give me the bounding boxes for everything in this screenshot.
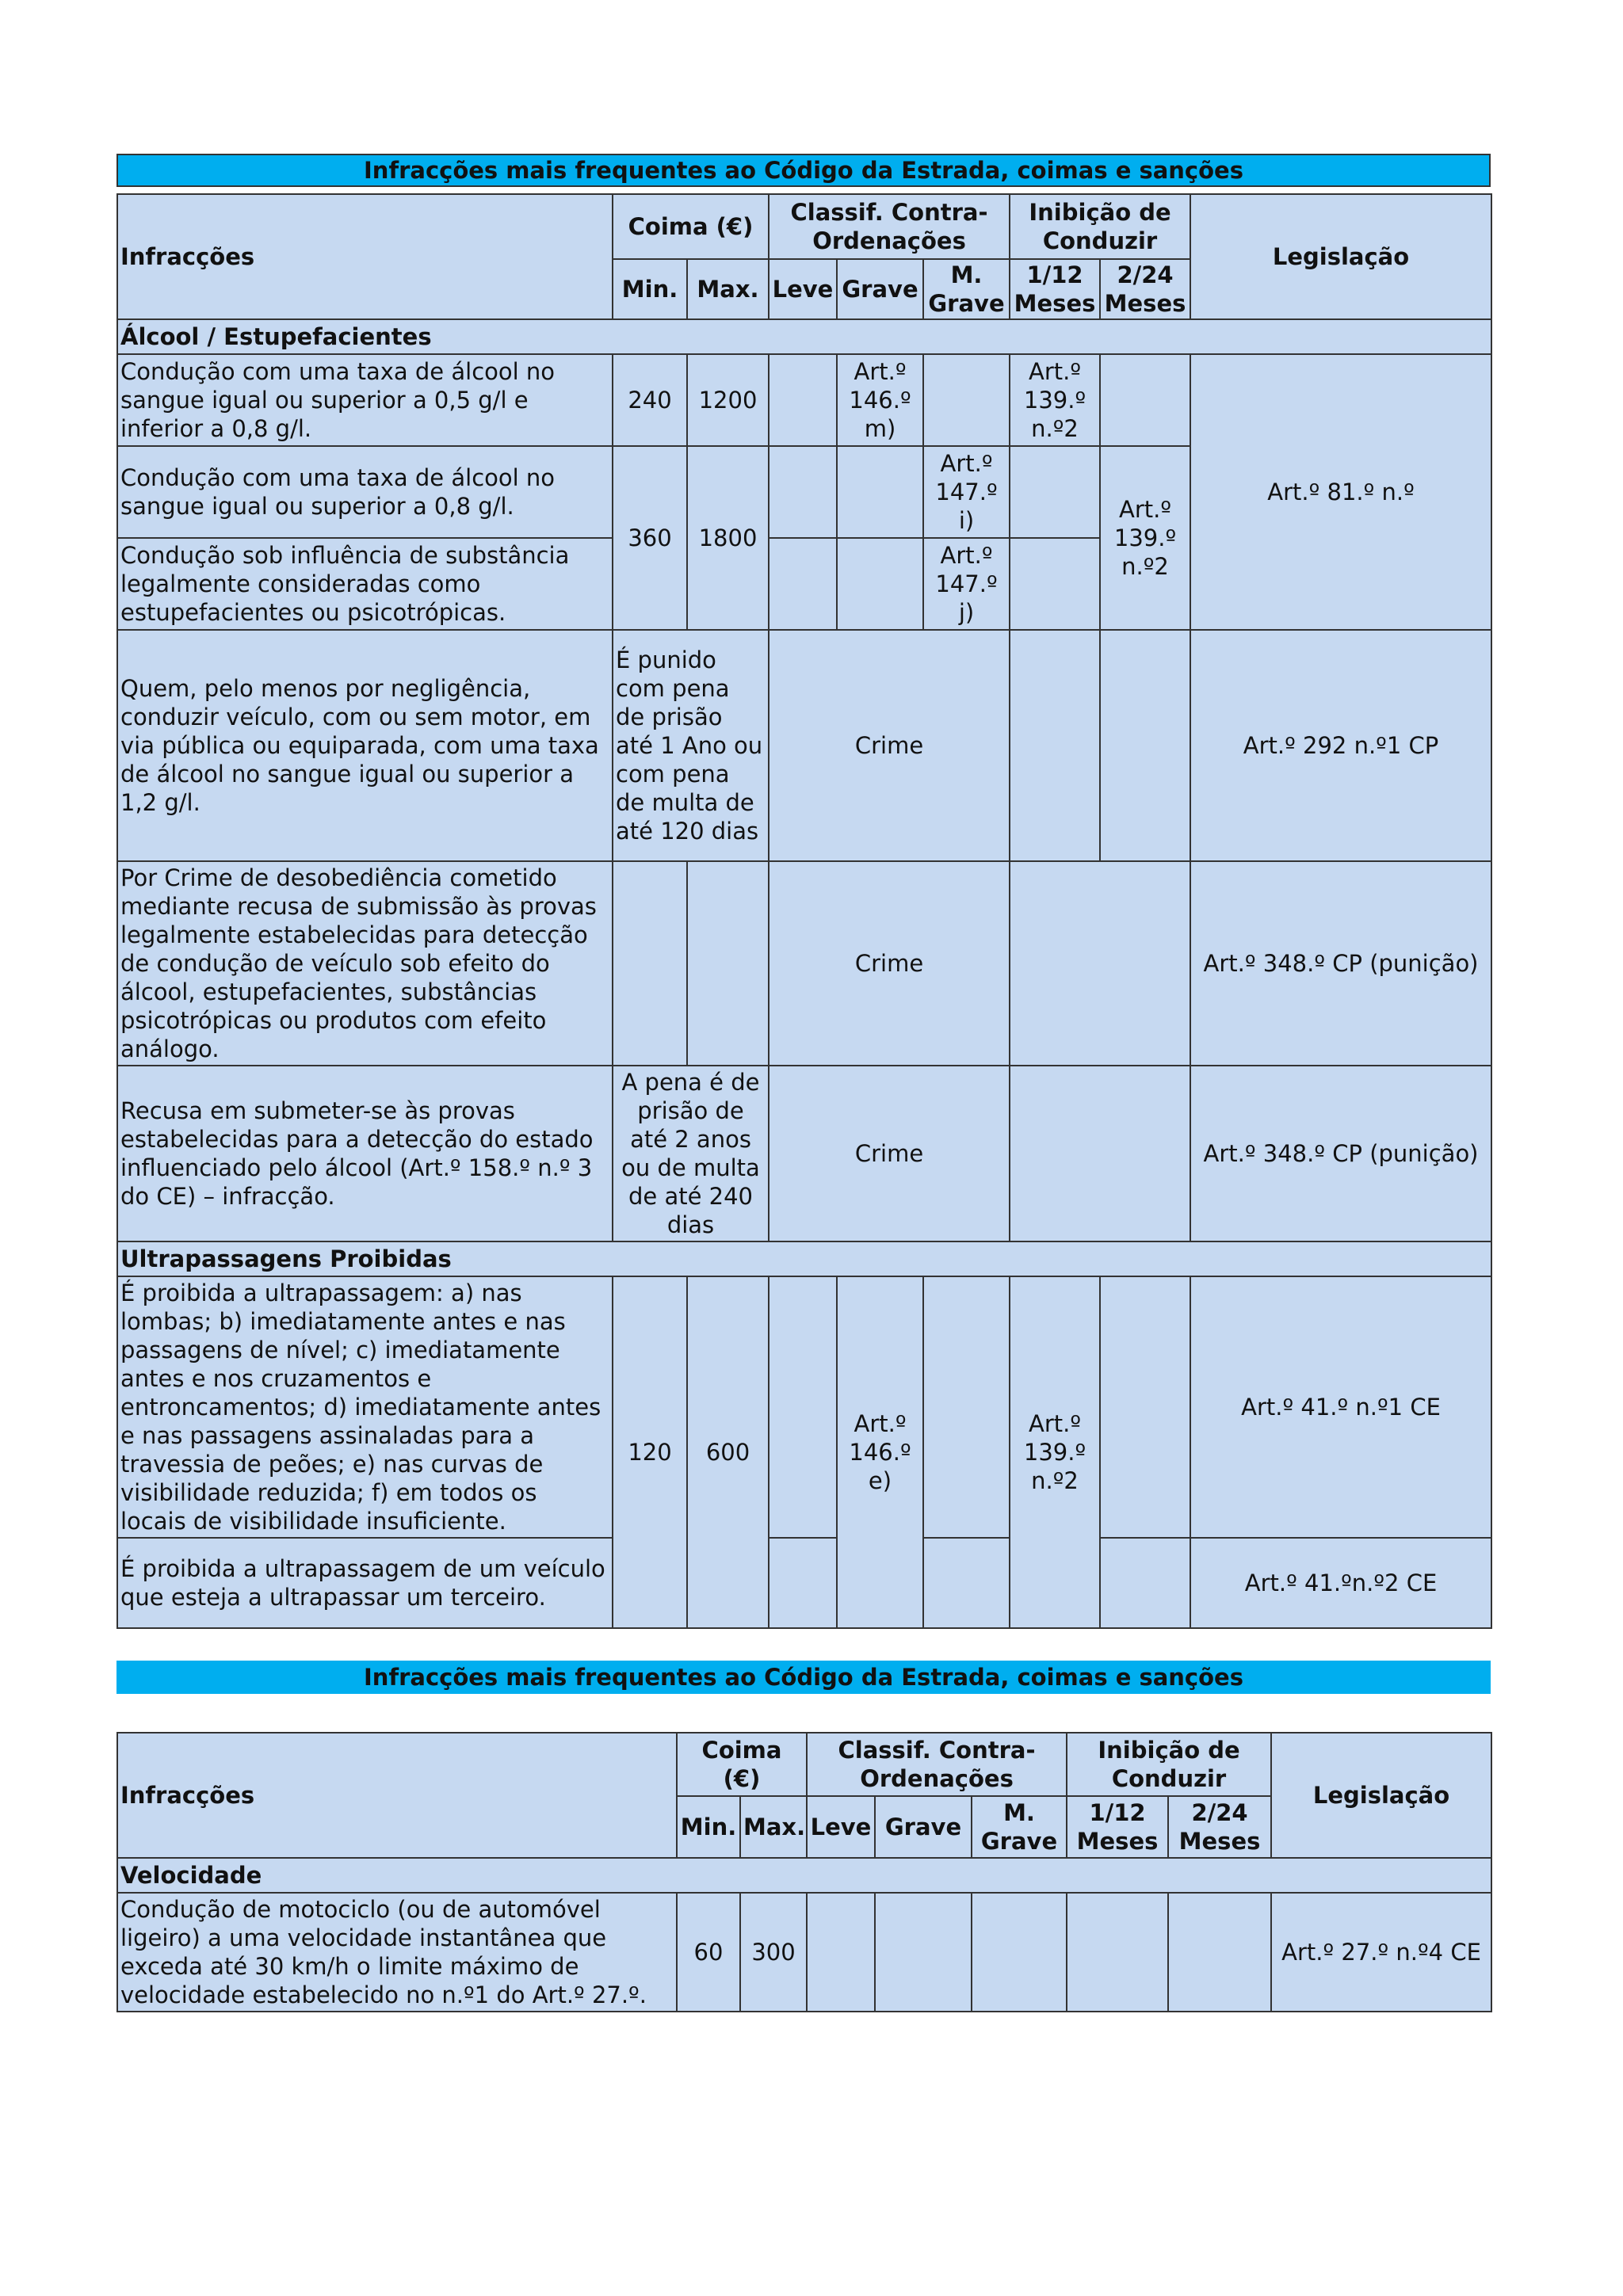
infraction-description: Condução de motociclo (ou de automóvel ligeiro) a uma velocidade instantânea que exceda até 30 km/h o limite máximo de velocidade estabelecido no n.º1 do Art.º 27.º. [117, 1893, 677, 2012]
header-classif: Classif. Contra-Ordenações [769, 194, 1010, 259]
header-infracoes: Infracções [117, 194, 613, 319]
inibicao-cell [1010, 1066, 1190, 1241]
table-row [117, 861, 1491, 1066]
section-ultrapassagens: Ultrapassagens Proibidas [117, 1241, 1491, 1276]
mgrave-cell [923, 354, 1010, 446]
infraction-description: Condução sob influência de substância legalmente consideradas como estupefacientes ou psicotrópicas. [117, 538, 613, 630]
table-row [117, 630, 1491, 861]
table-row [117, 1893, 1491, 2012]
legislacao-cell: Art.º 27.º n.º4 CE [1271, 1893, 1491, 2012]
infractions-table-1 [116, 193, 1492, 1629]
inibicao-2-24-cell [1100, 1276, 1190, 1538]
coima-max: 1800 [687, 446, 769, 630]
mgrave-cell: Art.º 147.º j) [923, 538, 1010, 630]
inibicao-2-24-cell [1100, 1538, 1190, 1628]
header-mgrave: M. Grave [972, 1796, 1067, 1858]
leve-cell [807, 1893, 875, 2012]
grave-cell [837, 446, 923, 538]
inibicao-cell [1010, 861, 1190, 1066]
leve-cell [769, 354, 837, 446]
header-min: Min. [677, 1796, 740, 1858]
header-inibicao: Inibição de Conduzir [1067, 1733, 1271, 1796]
header-inibicao: Inibição de Conduzir [1010, 194, 1190, 259]
table-row [117, 1538, 1491, 1628]
infraction-description: Recusa em submeter-se às provas estabelecidas para a detecção do estado influenciado pelo álcool (Art.º 158.º n.º 3 do CE) – infracção. [117, 1066, 613, 1241]
coima-max: 300 [740, 1893, 807, 2012]
leve-cell [769, 1276, 837, 1538]
table-row [117, 1276, 1491, 1538]
inibicao-2-24-cell: Art.º 139.º n.º2 [1100, 446, 1190, 630]
header-min: Min. [613, 259, 687, 319]
header-2-24-meses: 2/24 Meses [1168, 1796, 1271, 1858]
header-grave: Grave [875, 1796, 972, 1858]
inibicao-2-24-cell [1100, 354, 1190, 446]
header-infracoes: Infracções [117, 1733, 677, 1858]
header-mgrave: M. Grave [923, 259, 1010, 319]
header-max: Max. [740, 1796, 807, 1858]
mgrave-cell [923, 1276, 1010, 1538]
table2-title: Infracções mais frequentes ao Código da Estrada, coimas e sanções [116, 1661, 1491, 1694]
infraction-description: É proibida a ultrapassagem: a) nas lombas; b) imediatamente antes e nas passagens de nível; c) imediatamente antes e nos cruzamentos e entroncamentos; d) imediatamente antes e nas passagens assinaladas para a travessia de peões; e) nas curvas de visibilidade reduzida; f) em todos os locais de visibilidade insuficiente. [117, 1276, 613, 1538]
infraction-description: Quem, pelo menos por negligência, conduzir veículo, com ou sem motor, em via pública ou equiparada, com uma taxa de álcool no sangue igual ou superior a 1,2 g/l. [117, 630, 613, 861]
header-1-12-meses: 1/12 Meses [1067, 1796, 1168, 1858]
header-coima: Coima (€) [613, 194, 769, 259]
header-classif: Classif. Contra-Ordenações [807, 1733, 1067, 1796]
coima-min: 360 [613, 446, 687, 630]
header-2-24-meses: 2/24 Meses [1100, 259, 1190, 319]
grave-cell: Art.º 146.º m) [837, 354, 923, 446]
mgrave-cell [972, 1893, 1067, 2012]
header-max: Max. [687, 259, 769, 319]
table-row [117, 1066, 1491, 1241]
inibicao-1-12-cell: Art.º 139.º n.º2 [1010, 354, 1100, 446]
header-legislacao: Legislação [1271, 1733, 1491, 1858]
inibicao-1-12-cell [1010, 446, 1100, 538]
legislacao-cell: Art.º 81.º n.º [1190, 354, 1491, 630]
legislacao-cell: Art.º 292 n.º1 CP [1190, 630, 1491, 861]
header-leve: Leve [807, 1796, 875, 1858]
header-coima: Coima (€) [677, 1733, 807, 1796]
inibicao-1-12-cell: Art.º 139.º n.º2 [1010, 1276, 1100, 1628]
coima-max: 1200 [687, 354, 769, 446]
inibicao-1-12-cell [1010, 630, 1100, 861]
coima-min: 240 [613, 354, 687, 446]
classificacao-crime: Crime [769, 630, 1010, 861]
leve-cell [769, 1538, 837, 1628]
section-alcool: Álcool / Estupefacientes [117, 319, 1491, 354]
inibicao-1-12-cell [1067, 1893, 1168, 2012]
coima-max: 600 [687, 1276, 769, 1628]
inibicao-2-24-cell [1100, 630, 1190, 861]
legislacao-cell: Art.º 348.º CP (punição) [1190, 1066, 1491, 1241]
infraction-description: Por Crime de desobediência cometido mediante recusa de submissão às provas legalmente estabelecidas para detecção de condução de veículo sob efeito do álcool, estupefacientes, substâncias psicotrópicas ou produtos com efeito análogo. [117, 861, 613, 1066]
legislacao-cell: Art.º 41.º n.º1 CE [1190, 1276, 1491, 1538]
coima-text: A pena é de prisão de até 2 anos ou de multa de até 240 dias [613, 1066, 769, 1241]
grave-cell: Art.º 146.º e) [837, 1276, 923, 1628]
infraction-description: Condução com uma taxa de álcool no sangue igual ou superior a 0,8 g/l. [117, 446, 613, 538]
infractions-table-2 [116, 1732, 1492, 2012]
classificacao-crime: Crime [769, 1066, 1010, 1241]
header-leve: Leve [769, 259, 837, 319]
leve-cell [769, 446, 837, 538]
table-row [117, 354, 1491, 446]
infraction-description: Condução com uma taxa de álcool no sangue igual ou superior a 0,5 g/l e inferior a 0,8 g/l. [117, 354, 613, 446]
grave-cell [837, 538, 923, 630]
coima-text: É punido com pena de prisão até 1 Ano ou com pena de multa de até 120 dias [613, 630, 769, 861]
grave-cell [875, 1893, 972, 2012]
coima-min: 120 [613, 1276, 687, 1628]
inibicao-1-12-cell [1010, 538, 1100, 630]
header-1-12-meses: 1/12 Meses [1010, 259, 1100, 319]
leve-cell [769, 538, 837, 630]
legislacao-cell: Art.º 41.ºn.º2 CE [1190, 1538, 1491, 1628]
header-grave: Grave [837, 259, 923, 319]
legislacao-cell: Art.º 348.º CP (punição) [1190, 861, 1491, 1066]
mgrave-cell: Art.º 147.º i) [923, 446, 1010, 538]
classificacao-crime: Crime [769, 861, 1010, 1066]
coima-min: 60 [677, 1893, 740, 2012]
table1-title: Infracções mais frequentes ao Código da Estrada, coimas e sanções [116, 154, 1491, 187]
coima-max [687, 861, 769, 1066]
infraction-description: É proibida a ultrapassagem de um veículo que esteja a ultrapassar um terceiro. [117, 1538, 613, 1628]
coima-min [613, 861, 687, 1066]
mgrave-cell [923, 1538, 1010, 1628]
header-legislacao: Legislação [1190, 194, 1491, 319]
section-velocidade: Velocidade [117, 1858, 1491, 1893]
inibicao-2-24-cell [1168, 1893, 1271, 2012]
